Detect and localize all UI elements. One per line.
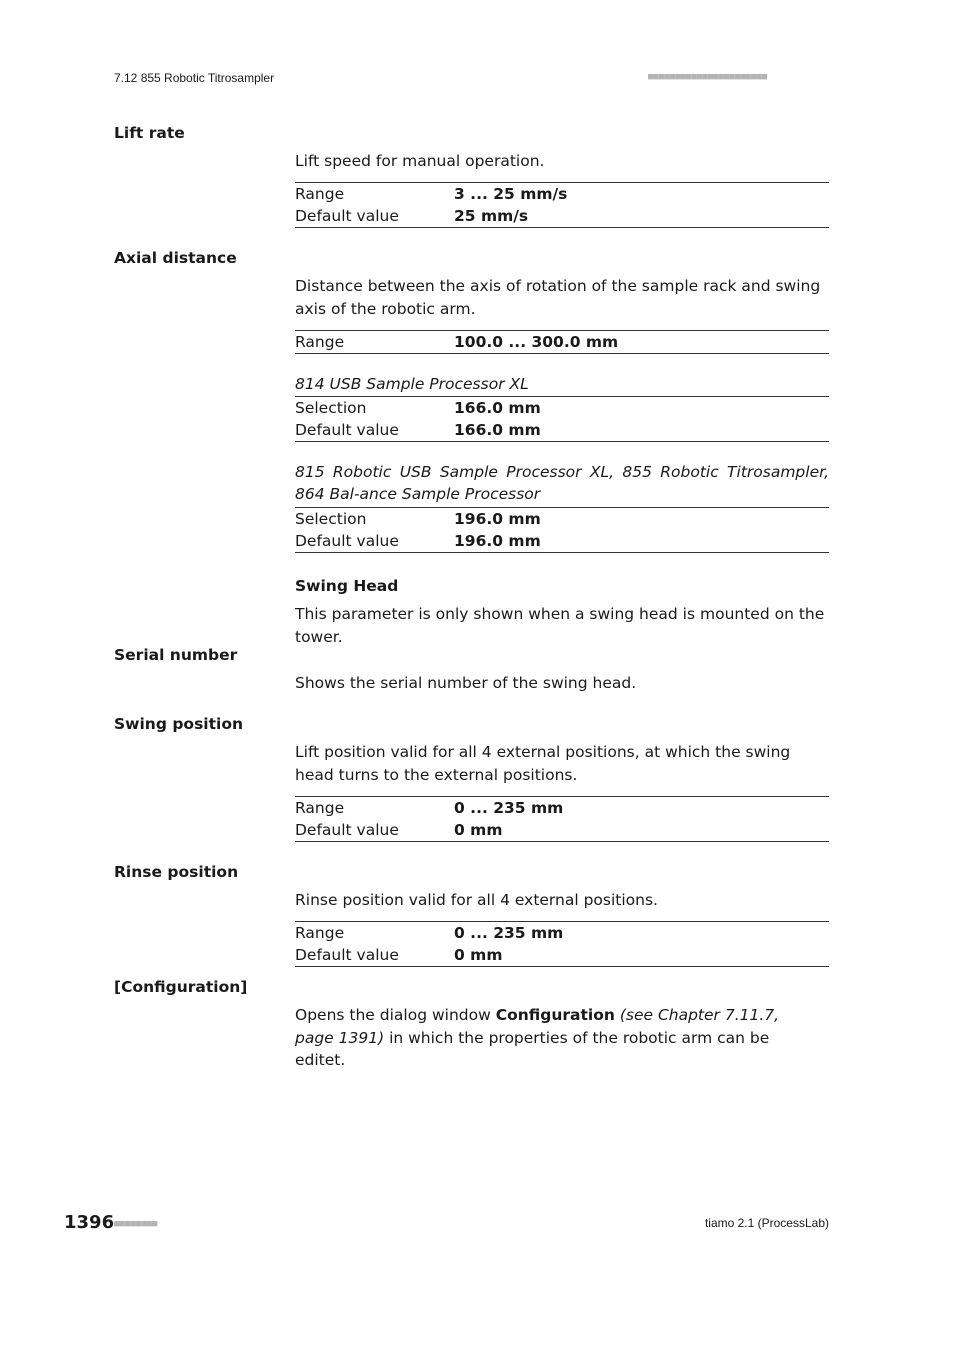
row-value: 196.0 mm (454, 532, 541, 550)
configuration-text-after: in which the properties of the robotic arm can be editet. (295, 1028, 770, 1069)
table-row (295, 530, 829, 553)
table-row (295, 922, 829, 945)
table-row (295, 797, 829, 820)
swing-position-description: Lift position valid for all 4 external positions, at which the swing head turns to the external positions. (295, 743, 791, 784)
row-label: Range (295, 924, 345, 942)
table-row (295, 397, 829, 420)
configuration-dialog-name: Configuration (495, 1006, 615, 1024)
serial-number-description: Shows the serial number of the swing head. (295, 674, 637, 692)
table-row (295, 419, 829, 442)
term-rinse-position: Rinse position (114, 863, 239, 881)
subheading-swing-head: Swing Head (295, 577, 399, 595)
term-swing-position: Swing position (114, 715, 244, 733)
swing-head-description: This parameter is only shown when a swing head is mounted on the tower. (295, 605, 825, 646)
variant-caption: 814 USB Sample Processor XL (295, 375, 529, 393)
row-label: Default value (295, 821, 399, 839)
axial-distance-range-table (295, 330, 829, 354)
term-lift-rate: Lift rate (114, 124, 185, 142)
lift-rate-table (295, 182, 829, 228)
row-value: 0 mm (454, 946, 503, 964)
chapter-reference-link[interactable]: (see Chapter 7.11.7, page 1391) (295, 1006, 780, 1047)
row-label: Default value (295, 421, 399, 439)
row-label: Range (295, 333, 345, 351)
table-row (295, 944, 829, 967)
row-value: 100.0 ... 300.0 mm (454, 333, 619, 351)
row-value: 3 ... 25 mm/s (454, 185, 568, 203)
axial-distance-description: Distance between the axis of rotation of the sample rack and swing axis of the robotic arm. (295, 277, 821, 318)
row-value: 166.0 mm (454, 399, 541, 417)
footer-dots-decoration: ■■■■■■■■ (114, 1219, 158, 1229)
row-value: 0 mm (454, 821, 503, 839)
variant-table (295, 396, 829, 442)
row-label: Default value (295, 532, 399, 550)
configuration-description (295, 1004, 805, 1072)
row-value: 0 ... 235 mm (454, 924, 564, 942)
rinse-position-table (295, 921, 829, 967)
row-value: 166.0 mm (454, 421, 541, 439)
row-label: Range (295, 185, 345, 203)
row-label: Selection (295, 510, 367, 528)
table-row (295, 819, 829, 842)
variant-table (295, 507, 829, 553)
table-row (295, 183, 829, 206)
page-number: 1396 (64, 1212, 115, 1233)
running-header-section: 7.12 855 Robotic Titrosampler (114, 71, 275, 85)
row-value: 196.0 mm (454, 510, 541, 528)
table-row (295, 508, 829, 531)
variant-caption: 815 Robotic USB Sample Processor XL, 855 Robotic Titrosampler, 864 Bal-ance Sample Processor (295, 463, 829, 503)
term-serial-number: Serial number (114, 646, 238, 664)
header-dots-decoration: ■■■■■■■■■■■■■■■■■■■■■■ (648, 72, 768, 82)
table-row (295, 205, 829, 228)
row-label: Range (295, 799, 345, 817)
footer-product-name: tiamo 2.1 (ProcessLab) (704, 1216, 829, 1230)
lift-rate-description: Lift speed for manual operation. (295, 152, 545, 170)
row-label: Default value (295, 946, 399, 964)
rinse-position-description: Rinse position valid for all 4 external positions. (295, 891, 658, 909)
configuration-text-before: Opens the dialog window (295, 1006, 496, 1024)
table-row (295, 331, 829, 354)
term-configuration-button: [Configuration] (114, 978, 248, 996)
swing-position-table (295, 796, 829, 842)
row-value: 25 mm/s (454, 207, 529, 225)
row-label: Default value (295, 207, 399, 225)
term-axial-distance: Axial distance (114, 249, 237, 267)
row-label: Selection (295, 399, 367, 417)
row-value: 0 ... 235 mm (454, 799, 564, 817)
